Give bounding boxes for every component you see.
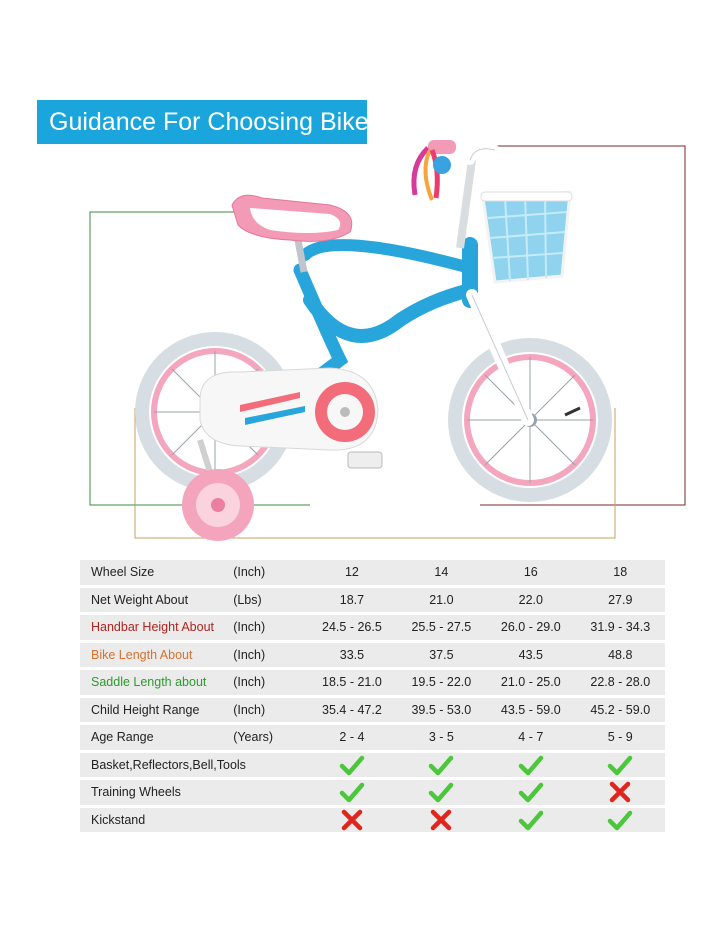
streamers [414,148,437,200]
row-label: Bike Length About [80,643,233,668]
value-cell: 18.7 [307,588,396,613]
check-icon [518,781,544,803]
value-cell: 14 [397,560,486,585]
value-cell: 16 [486,560,575,585]
table-row [80,643,665,668]
table-row [80,615,665,640]
value-cell: 4 - 7 [486,725,575,750]
feature-cell [576,753,665,778]
pedal [348,452,382,468]
row-label: Saddle Length about [80,670,233,695]
feature-cell [307,780,396,805]
row-unit: (Inch) [233,698,307,723]
row-label: Handbar Height About [80,615,233,640]
value-cell: 22.8 - 28.0 [576,670,665,695]
value-cell: 5 - 9 [576,725,665,750]
value-cell: 45.2 - 59.0 [576,698,665,723]
value-cell: 19.5 - 22.0 [397,670,486,695]
row-unit: (Lbs) [233,588,307,613]
size-guide-table [80,557,665,835]
feature-cell [397,780,486,805]
value-cell: 33.5 [307,643,396,668]
value-cell: 25.5 - 27.5 [397,615,486,640]
value-cell: 24.5 - 26.5 [307,615,396,640]
row-label: Net Weight About [80,588,233,613]
value-cell: 21.0 - 25.0 [486,670,575,695]
value-cell: 37.5 [397,643,486,668]
chain-guard [200,368,378,450]
feature-cell [397,808,486,833]
value-cell: 22.0 [486,588,575,613]
feature-cell [576,780,665,805]
row-label: Age Range [80,725,233,750]
check-icon [339,754,365,776]
row-unit: (Inch) [233,643,307,668]
table-row [80,753,665,778]
table-row [80,670,665,695]
table-row [80,588,665,613]
check-icon [339,781,365,803]
value-cell: 26.0 - 29.0 [486,615,575,640]
value-cell: 43.5 [486,643,575,668]
handlebar-stem [460,160,472,248]
feature-cell [486,808,575,833]
table-row [80,698,665,723]
row-label: Basket,Reflectors,Bell,Tools [80,753,307,778]
row-label: Training Wheels [80,780,307,805]
cross-icon [339,809,365,831]
feature-cell [307,753,396,778]
row-unit: (Inch) [233,670,307,695]
value-cell: 3 - 5 [397,725,486,750]
row-label: Kickstand [80,808,307,833]
row-unit: (Inch) [233,560,307,585]
table-row [80,725,665,750]
table-row [80,780,665,805]
value-cell: 12 [307,560,396,585]
feature-cell [307,808,396,833]
feature-cell [576,808,665,833]
cross-icon [428,809,454,831]
check-icon [607,809,633,831]
handlebar [470,149,495,160]
value-cell: 2 - 4 [307,725,396,750]
feature-cell [486,753,575,778]
check-icon [518,754,544,776]
frame-decal: STAR [388,295,414,316]
feature-cell [397,753,486,778]
page-title: Guidance For Choosing Bike [49,108,369,136]
row-unit: (Inch) [233,615,307,640]
check-icon [518,809,544,831]
value-cell: 48.8 [576,643,665,668]
basket [481,192,572,282]
bike-illustration [0,130,720,550]
value-cell: 21.0 [397,588,486,613]
row-label: Child Height Range [80,698,233,723]
check-icon [428,781,454,803]
value-cell: 35.4 - 47.2 [307,698,396,723]
bell [433,156,451,174]
value-cell: 27.9 [576,588,665,613]
table-row [80,560,665,585]
row-label: Wheel Size [80,560,233,585]
row-unit: (Years) [233,725,307,750]
feature-cell [486,780,575,805]
check-icon [428,754,454,776]
value-cell: 39.5 - 53.0 [397,698,486,723]
value-cell: 18 [576,560,665,585]
value-cell: 43.5 - 59.0 [486,698,575,723]
value-cell: 31.9 - 34.3 [576,615,665,640]
cross-icon [607,781,633,803]
value-cell: 18.5 - 21.0 [307,670,396,695]
table-row [80,808,665,833]
check-icon [607,754,633,776]
